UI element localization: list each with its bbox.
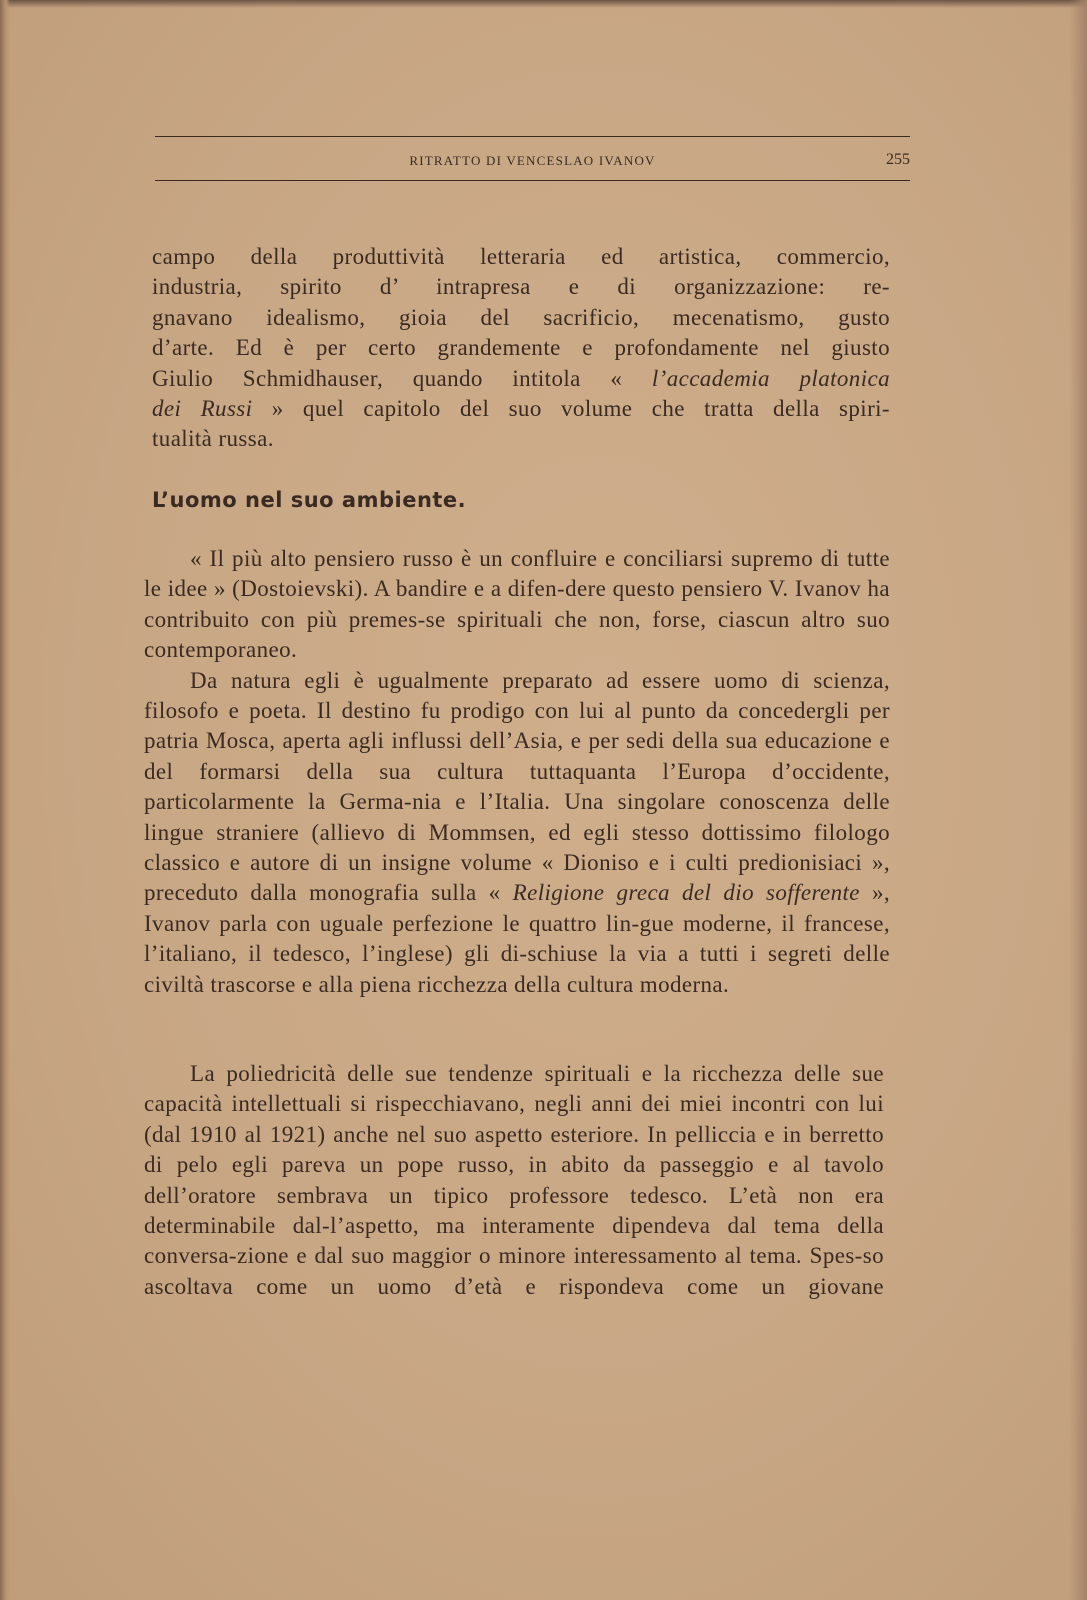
intro-line: campo della produttività letteraria ed artistica, commercio,: [152, 244, 890, 269]
intro-line: gnavano idealismo, gioia del sacrificio, mecenatismo, gusto: [152, 304, 890, 330]
intro-line-text: Giulio Schmidhauser, quando intitola «: [152, 365, 652, 391]
intro-line: [152, 394, 890, 424]
page-number: 255: [886, 151, 910, 168]
page-binding-edge: [0, 0, 10, 1600]
italic-title: dei Russi: [152, 396, 253, 422]
page-right-edge: [1069, 0, 1087, 1600]
section-heading: L’uomo nel suo ambiente.: [152, 488, 467, 512]
intro-line: [152, 364, 890, 394]
running-head: [155, 151, 910, 171]
page-top-edge: [0, 0, 1087, 8]
paragraph-dostoievski: « Il più alto pensiero russo è un confluire e conciliarsi supremo di tutte le idee » (Dostoievski). A bandire e a difen-dere questo pensiero V. Ivanov ha contribuito con più premes-se spirituali che non, forse, ciascun altro suo contemporaneo.: [144, 546, 890, 663]
italic-title: Religione greca del dio sofferente: [512, 880, 860, 906]
paragraph-natura: [144, 666, 890, 1000]
header-rule-top: [155, 136, 910, 137]
paragraph-text: Da natura egli è ugualmente preparato ad essere uomo di scienza, filosofo e poeta. Il destino fu prodigo con lui al punto da concedergli per patria Mosca, aperta agli influssi dell’Asia, e per sedi della sua educazione e del formarsi della sua cultura tuttaquanta l’Europa d’occidente, particolarmente la Germa-nia e l’Italia. Una singolare conoscenza delle lingue straniere (allievo di Mommsen, ed egli stesso dottissimo filologo classico e autore di un insigne volume « Dioniso e i culti predionisiaci », preceduto dalla monografia sulla «: [144, 667, 890, 906]
paragraph-poliedricita: La poliedricità delle sue tendenze spirituali e la ricchezza delle sue capacità intellettuali si rispecchiavano, negli anni dei miei incontri con lui (dal 1910 al 1921) anche nel suo aspetto esteriore. In pelliccia e in berretto di pelo egli pareva un pope russo, in abito da passeggio e al tavolo dell’oratore sembrava un tipico professore tedesco. L’età non era determinabile dal-l’aspetto, ma interamente dipendeva dal tema della conversa-zione e dal suo maggior o minore interessamento al tema. Spes-so ascoltava come un uomo d’età e rispondeva come un giovane: [144, 1061, 884, 1299]
italic-title: l’accademia platonica: [651, 365, 890, 391]
section-body: [144, 544, 890, 1000]
paragraph-text: », Ivanov parla con uguale perfezione le quattro lin-gue moderne, il francese, l’italiano, il tedesco, l’inglese) gli di-schiuse la via a tutti i segreti delle civiltà trascorse e alla piena ricchezza della cultura moderna.: [144, 880, 890, 997]
intro-line: industria, spirito d’ intrapresa e di organizzazione: re-: [152, 274, 890, 300]
intro-paragraph: [152, 242, 890, 455]
intro-line: d’arte. Ed è per certo grandemente e profondamente nel giusto: [152, 335, 890, 361]
intro-line-text: » quel capitolo del suo volume che tratta della spiri-: [252, 396, 890, 422]
header-rule-bottom: [155, 180, 910, 181]
running-title: RITRATTO DI VENCESLAO IVANOV: [409, 153, 656, 168]
intro-line: tualità russa.: [152, 426, 274, 452]
paragraph-poliedricita-block: [144, 1059, 884, 1302]
